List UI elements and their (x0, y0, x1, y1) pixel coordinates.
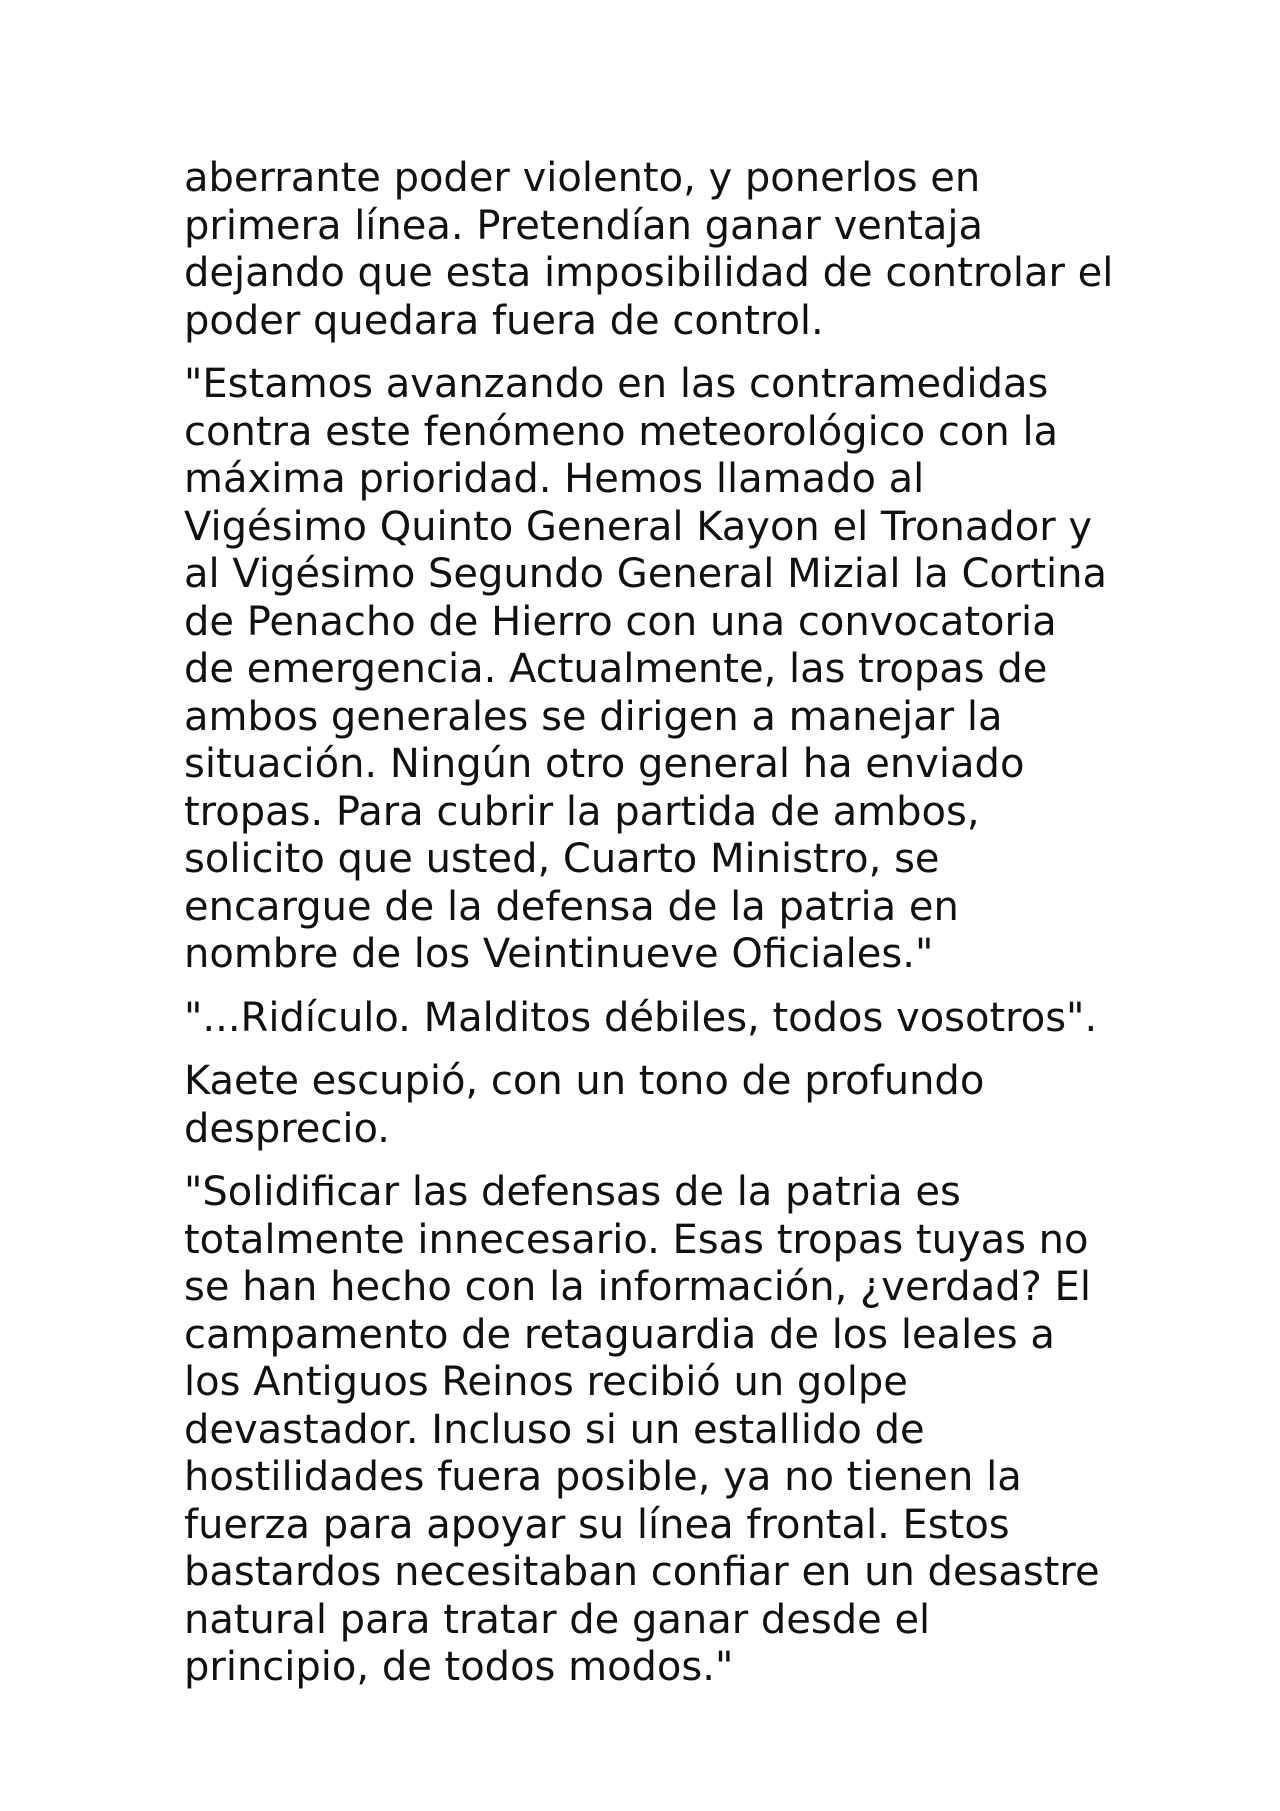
paragraph-5: "Solidificar las defensas de la patria es totalmente innecesario. Esas tropas tuyas no se han hecho con la información, ¿verdad? El campamento de retaguardia de los leales a los Antiguos Reinos recibió un golpe devastador. Incluso si un estallido de hostilidades fuera posible, ya no tienen la fuerza para apoyar su línea frontal. Estos bastardos necesitaban confiar en un desastre natural para tratar de ganar desde el principio, de todos modos." (184, 1169, 1100, 1690)
paragraph-2: "Estamos avanzando en las contramedidas contra este fenómeno meteorológico con la máxima prioridad. Hemos llamado al Vigésimo Quinto General Kayon el Tronador y al Vigésimo Segundo General Mizial la Cortina de Penacho de Hierro con una convocatoria de emergencia. Actualmente, las tropas de ambos generales se dirigen a manejar la situación. Ningún otro general ha enviado tropas. Para cubrir la partida de ambos, solicito que usted, Cuarto Ministro, se encargue de la defensa de la patria en nombre de los Veintinueve Oficiales." (184, 361, 1107, 977)
paragraph-1: aberrante poder violento, y ponerlos en primera línea. Pretendían ganar ventaja dejando que esta imposibilidad de controlar el poder quedara fuera de control. (184, 155, 1114, 344)
paragraph-3: "...Ridículo. Malditos débiles, todos vosotros". (184, 994, 1098, 1041)
document-page (184, 155, 1114, 1708)
paragraph-4: Kaete escupió, con un tono de profundo desprecio. (184, 1058, 985, 1152)
